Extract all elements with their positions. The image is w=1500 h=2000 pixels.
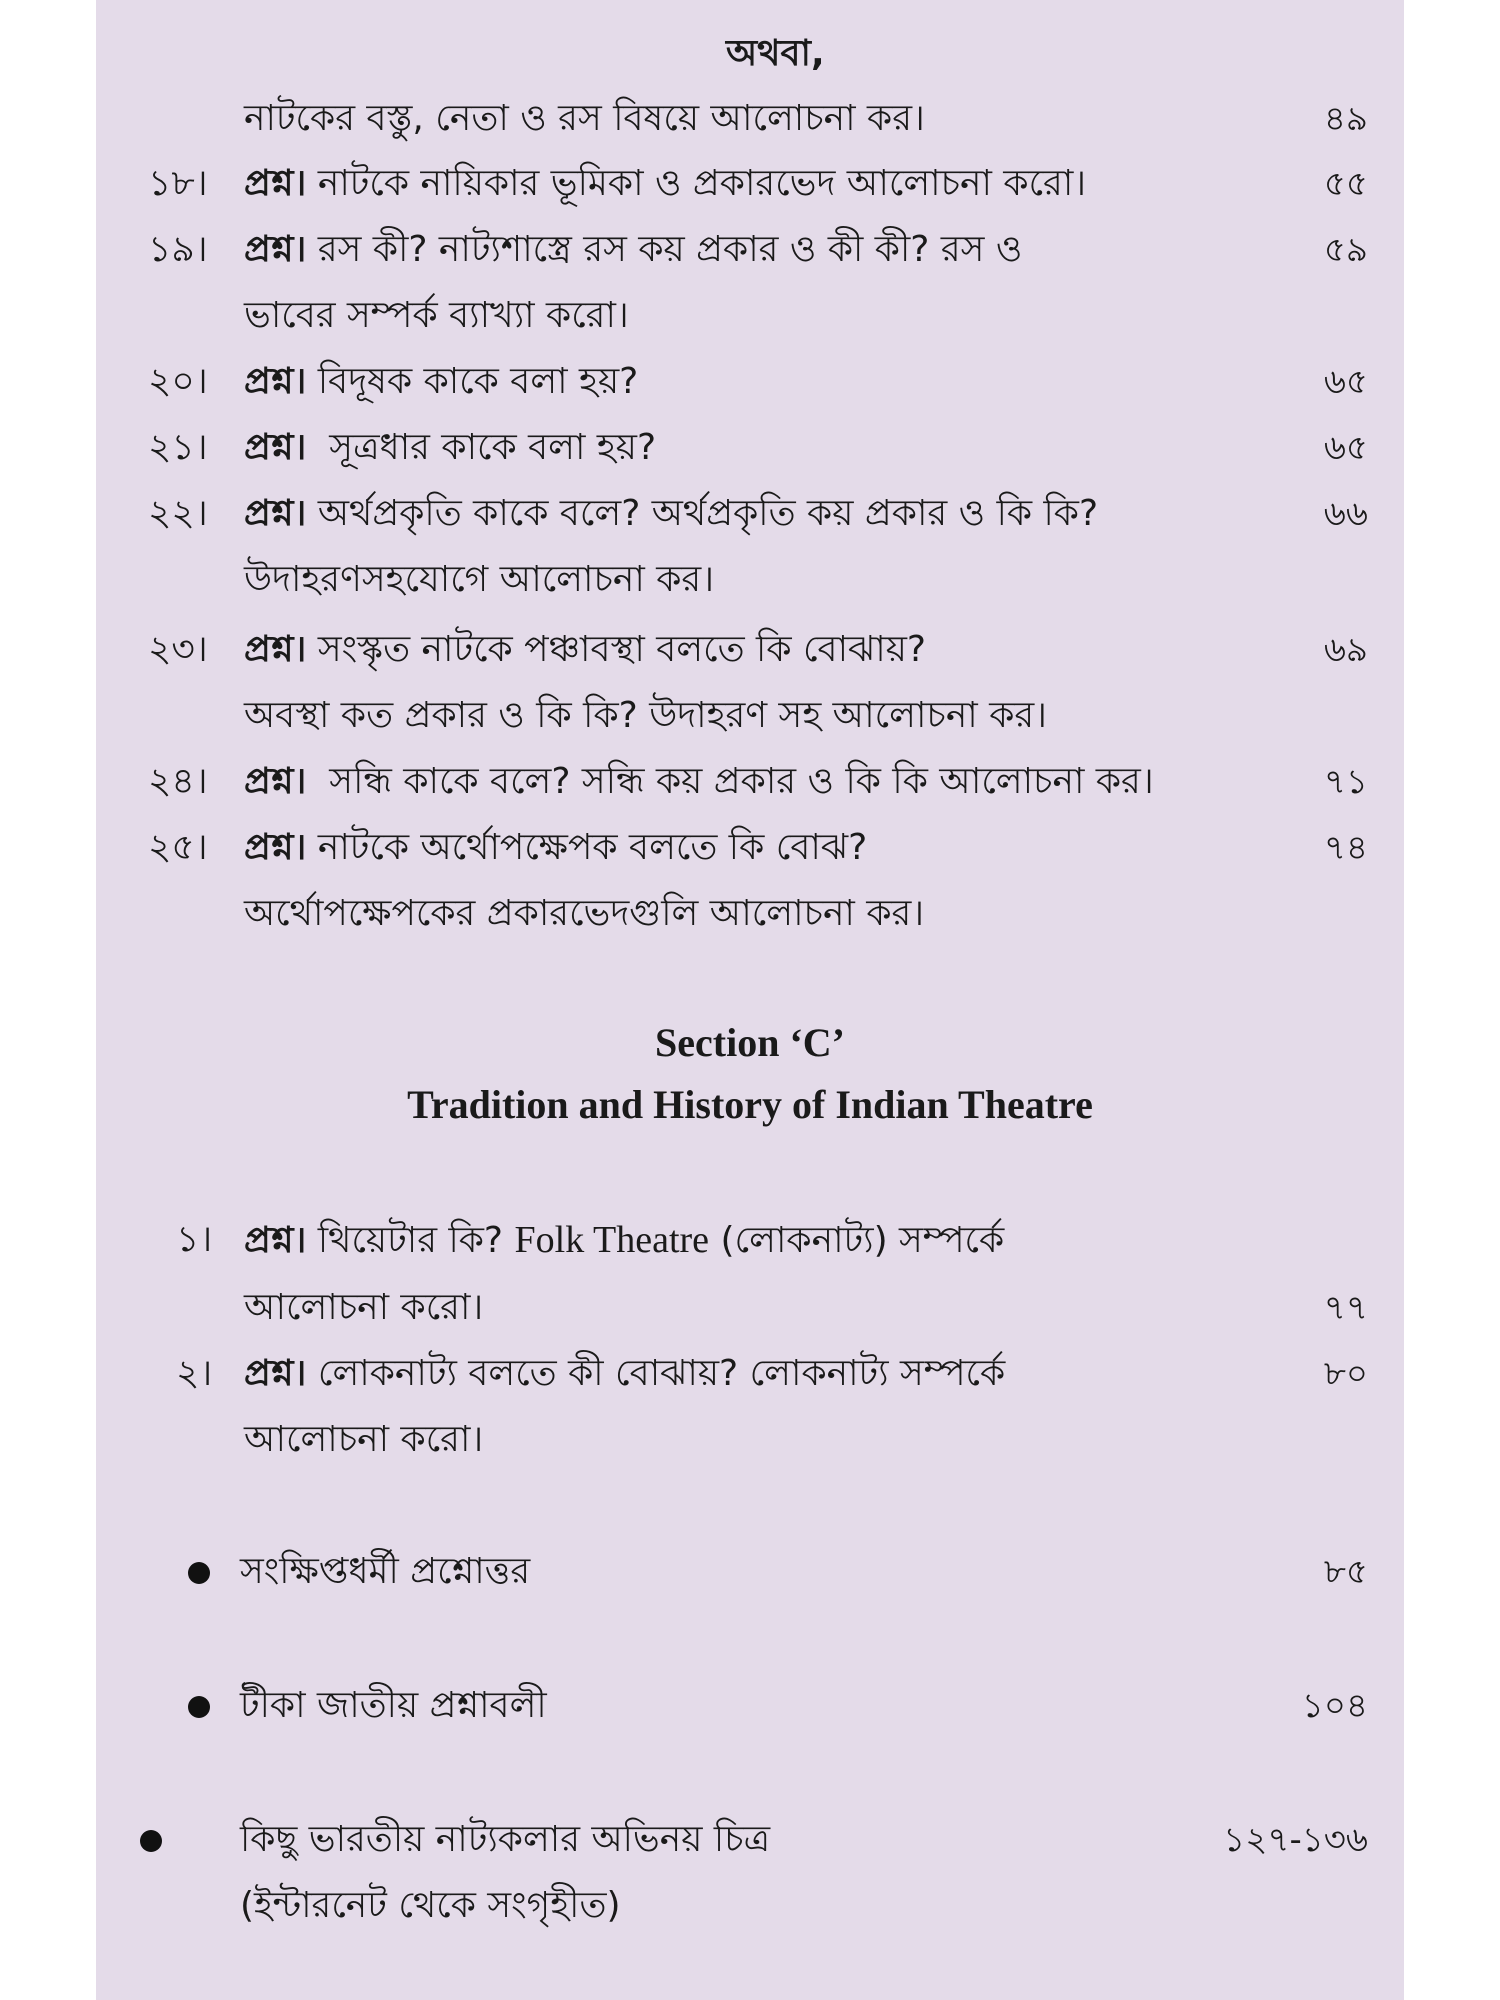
bullet-text: কিছু ভারতীয় নাট্যকলার অভিনয় চিত্র [240,1819,771,1860]
question-label: প্রশ্ন। [244,493,307,534]
entry-page-number: ১০৪ [1301,1686,1368,1726]
entry-text [244,1218,1004,1263]
entry-page-number: ৮৫ [1323,1552,1368,1592]
entry-line: অর্থপ্রকৃতি কাকে বলে? অর্থপ্রকৃতি কয় প্রকার ও কি কি? [317,493,1099,534]
entry-page-number: ৫৫ [1323,164,1368,204]
entry-text: নাটকের বস্তু, নেতা ও রস বিষয়ে আলোচনা কর। [244,98,925,139]
entry-page-number: ৭৭ [1323,1288,1368,1328]
entry-text [244,826,867,870]
entry-line-continued: আলোচনা করো। [244,1419,484,1460]
entry-number: ১৮। [148,163,208,204]
entry-line: সন্ধি কাকে বলে? সন্ধি কয় প্রকার ও কি কি আলোচনা কর। [329,761,1154,802]
entry-latin-term: Folk Theatre [514,1219,710,1261]
entry-number: ২৪। [148,761,208,802]
entry-page-number: ৫৯ [1323,230,1368,270]
bullet-text: টীকা জাতীয় প্রশ্নাবলী [240,1685,547,1726]
section-subtitle: Tradition and History of Indian Theatre [407,1082,1093,1127]
entry-number: ১৯। [148,229,208,270]
entry-line: থিয়েটার কি? [317,1220,504,1261]
entry-line: লোকনাট্য বলতে কী বোঝায়? লোকনাট্য সম্পর্কে [317,1353,1006,1394]
question-label: প্রশ্ন। [244,1353,307,1394]
bullet-icon [188,1562,210,1584]
section-title: Section ‘C’ [655,1020,845,1065]
question-label: প্রশ্ন। [244,761,307,802]
entry-page-number: ৮০ [1323,1354,1368,1394]
entry-page-number: ১২৭-১৩৬ [1223,1820,1368,1860]
question-label: প্রশ্ন। [244,827,307,868]
bullet-icon [188,1696,210,1718]
entry-page-number: ৬৫ [1323,362,1368,402]
question-label: প্রশ্ন। [244,361,307,402]
entry-line: (লোকনাট্য) সম্পর্কে [720,1220,1005,1261]
entry-line: রস কী? নাট্যশাস্ত্রে রস কয় প্রকার ও কী কী? রস ও [317,229,1023,270]
entry-page-number: ৭১ [1323,762,1368,802]
athaba-label: অথবা, [726,33,825,74]
entry-number: ২। [176,1353,213,1394]
entry-number: ২১। [148,427,208,468]
entry-line-continued: অবস্থা কত প্রকার ও কি কি? উদাহরণ সহ আলোচনা কর। [244,695,1048,736]
entry-line: সূত্রধার কাকে বলা হয়? [329,427,657,468]
entry-text [244,760,1154,804]
entry-line: নাটকে নায়িকার ভূমিকা ও প্রকারভেদ আলোচনা করো। [317,163,1087,204]
entry-text [244,228,1022,272]
entry-line-continued: ভাবের সম্পর্ক ব্যাখ্যা করো। [244,295,629,336]
entry-page-number: ৪৯ [1323,99,1368,139]
entry-text [244,360,638,404]
entry-line-continued: অর্থোপক্ষেপকের প্রকারভেদগুলি আলোচনা কর। [244,893,925,934]
question-label: প্রশ্ন। [244,229,307,270]
entry-text [244,162,1086,206]
entry-line-continued: আলোচনা করো। [244,1287,484,1328]
bullet-icon [140,1830,162,1852]
entry-text [244,1352,1005,1396]
entry-line: নাটকে অর্থোপক্ষেপক বলতে কি বোঝ? [317,827,868,868]
question-label: প্রশ্ন। [244,1220,307,1261]
entry-number: ২০। [148,361,208,402]
entry-number: ২৫। [148,827,208,868]
book-page [96,0,1404,2000]
entry-line-continued: উদাহরণসহযোগে আলোচনা কর। [244,559,715,600]
entry-text [244,628,926,672]
entry-number: ১। [176,1219,213,1260]
question-label: প্রশ্ন। [244,163,307,204]
entry-page-number: ৬৯ [1323,630,1368,670]
entry-number: ২২। [148,493,208,534]
entry-page-number: ৭৪ [1323,828,1368,868]
question-label: প্রশ্ন। [244,427,307,468]
entry-text [244,426,656,470]
bullet-text-continued: (ইন্টারনেট থেকে সংগৃহীত) [240,1885,621,1926]
entry-line: সংস্কৃত নাটকে পঞ্চাবস্থা বলতে কি বোঝায়? [317,629,927,670]
question-label: প্রশ্ন। [244,629,307,670]
entry-page-number: ৬৬ [1323,494,1368,534]
entry-text [244,492,1098,536]
bullet-text: সংক্ষিপ্তধর্মী প্রশ্নোত্তর [240,1551,531,1592]
entry-number: ২৩। [148,629,208,670]
entry-page-number: ৬৫ [1323,428,1368,468]
entry-line: বিদূষক কাকে বলা হয়? [317,361,639,402]
